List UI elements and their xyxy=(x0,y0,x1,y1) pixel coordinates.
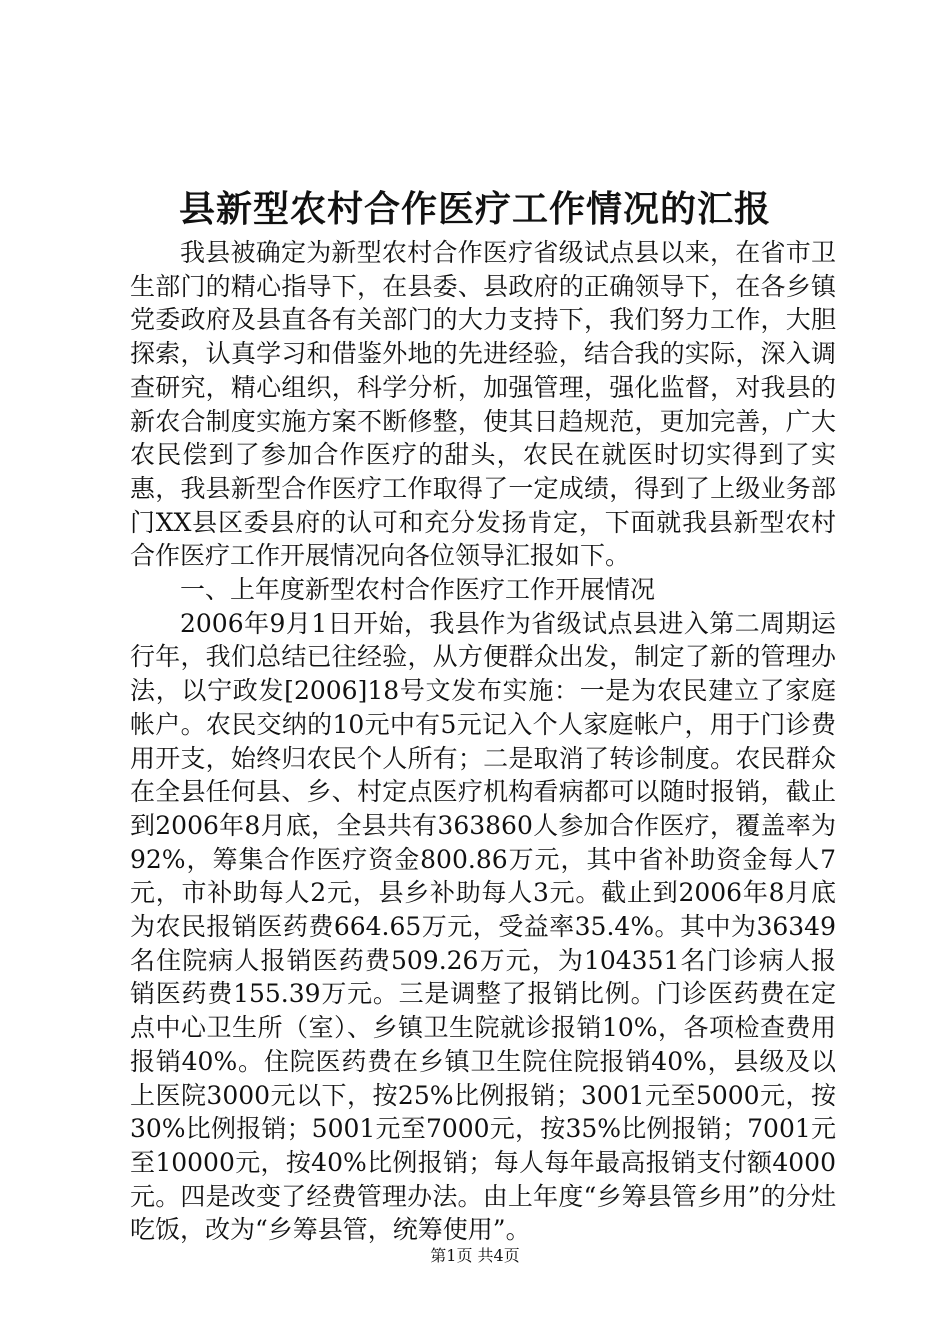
document-body xyxy=(130,236,836,1247)
intro-paragraph: 我县被确定为新型农村合作医疗省级试点县以来，在省市卫生部门的精心指导下，在县委、县政府的正确领导下，在各乡镇党委政府及县直各有关部门的大力支持下，我们努力工作，大胆探索，认真学习和借鉴外地的先进经验，结合我的实际，深入调查研究，精心组织，科学分析，加强管理，强化监督，对我县的新农合制度实施方案不断修整，使其日趋规范，更加完善，广大农民偿到了参加合作医疗的甜头，农民在就医时切实得到了实惠，我县新型合作医疗工作取得了一定成绩，得到了上级业务部门XX县区委县府的认可和充分发扬肯定，下面就我县新型农村合作医疗工作开展情况向各位领导汇报如下。 xyxy=(130,238,836,571)
document-title: 县新型农村合作医疗工作情况的汇报 xyxy=(178,188,771,230)
page-footer: 第1页 共4页 xyxy=(430,1246,520,1265)
body-paragraph: 2006年9月1日开始，我县作为省级试点县进入第二周期运行年，我们总结已往经验，从方便群众出发，制定了新的管理办法，以宁政发[2006]18号文发布实施：一是为农民建立了家庭帐户。农民交纳的10元中有5元记入个人家庭帐户，用于门诊费用开支，始终归农民个人所有；二是取消了转诊制度。农民群众在全县任何县、乡、村定点医疗机构看病都可以随时报销，截止到2006年8月底，全县共有363860人参加合作医疗，覆盖率为92%，筹集合作医疗资金800.86万元，其中省补助资金每人7元，市补助每人2元，县乡补助每人3元。截止到2006年8月底为农民报销医药费664.65万元，受益率35.4%。其中为36349名住院病人报销医药费509.26万元，为104351名门诊病人报销医药费155.39万元。三是调整了报销比例。门诊医药费在定点中心卫生所（室）、乡镇卫生院就诊报销10%，各项检查费用报销40%。住院医药费在乡镇卫生院住院报销40%，县级及以上医院3000元以下，按25%比例报销；3001元至5000元，按30%比例报销；5001元至7000元，按35%比例报销；7001元至10000元，按40%比例报销；每人每年最高报销支付额4000元。四是改变了经费管理办法。由上年度“乡筹县管乡用”的分灶吃饭，改为“乡筹县管，统筹使用”。 xyxy=(130,608,836,1245)
section-heading: 一、上年度新型农村合作医疗工作开展情况 xyxy=(180,575,656,605)
